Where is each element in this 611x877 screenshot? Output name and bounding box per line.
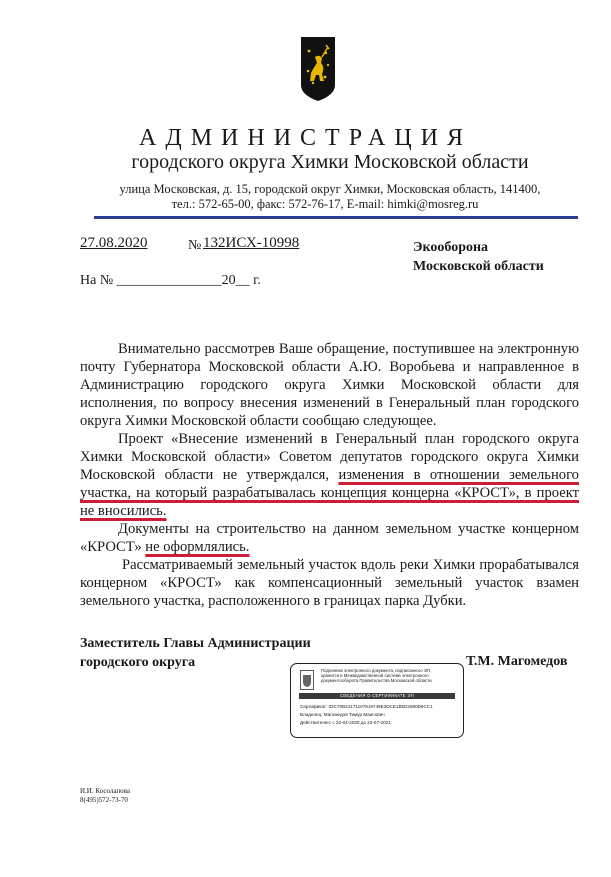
paragraph-3-text: Документы на строительство на данном земельном участке концерном «КРОСТ» — [80, 521, 579, 555]
letter-body — [80, 340, 579, 610]
stamp-certificate-bar: СВЕДЕНИЯ О СЕРТИФИКАТЕ ЭП — [299, 693, 455, 699]
number-sign: № — [188, 238, 202, 253]
body-paragraph-1: Внимательно рассмотрев Ваше обращение, поступившее на электронную почту Губернатора Московской области А.Ю. Воробьева и направленное в Администрацию городского округа Химки Московской области для исполнения, по вопросу внесения изменений в Генеральный план городского округа Химки Московской области сообщаю следующее. — [80, 341, 579, 429]
stamp-certificate: Сертификат: 02C70B24171107819749E3DCE1B5D2580D9CC1 — [300, 704, 433, 709]
organization-subtitle: городского округа Химки Московской области — [131, 151, 529, 173]
recipient-line-1: Экооборона — [413, 240, 489, 255]
recipient-line-2: Московской области — [413, 259, 544, 274]
coat-of-arms-emblem — [301, 37, 335, 101]
address-line-2: тел.: 572-65-00, факс: 572-76-17, E-mail: himki@mosreg.ru — [171, 197, 479, 211]
signatory-position — [80, 634, 311, 672]
stamp-emblem-icon — [300, 670, 314, 690]
letter-date: 27.08.2020 — [80, 235, 148, 251]
highlighted-statement: изменения в отношении земельного участка, на который разрабатывалась концепция концерна «КРОСТ», в проект не вносились. — [80, 467, 579, 519]
electronic-signature-stamp — [290, 663, 464, 738]
position-line-2: городского округа — [80, 655, 196, 670]
stamp-header — [321, 668, 459, 684]
registration-number: 132ИСХ-10998 — [203, 235, 300, 251]
highlighted-not-issued: не оформлялись. — [145, 539, 250, 555]
stamp-header-line-1: Подлинник электронного документа, подписанного ЭП, — [321, 668, 432, 673]
reference-number-line: На № _______________20__ г. — [80, 273, 261, 288]
executor-info — [80, 787, 130, 805]
body-paragraph-4: Рассматриваемый земельный участок вдоль реки Химки прорабатывался концерном «КРОСТ» как компенсационный земельный участок взамен земельного участка, расположенного в границах парка Дубки. — [80, 557, 579, 609]
executor-name: И.И. Косолапова — [80, 787, 130, 795]
executor-phone: 8(495)572-73-70 — [80, 796, 128, 804]
stamp-header-line-2: хранится в Межведомственной системе электронного — [321, 673, 429, 679]
recipient-block — [413, 238, 544, 276]
position-line-1: Заместитель Главы Администрации — [80, 636, 311, 651]
stamp-owner: Владелец: Магомедов Тимур Маисович — [300, 712, 385, 717]
header-divider — [94, 216, 578, 219]
signatory-name: Т.М. Магомедов — [466, 654, 568, 669]
organization-title: АДМИНИСТРАЦИЯ — [139, 125, 472, 151]
paragraph-2-text: Проект «Внесение изменений в Генеральный план городского округа Химки Московской области» Советом депутатов городского округа Химки Московской области не утверждался, — [80, 431, 579, 483]
body-paragraph-3 — [80, 520, 579, 556]
body-paragraph-2 — [80, 430, 579, 520]
stamp-header-line-3: документооборота Правительства Московской области — [321, 678, 432, 684]
address-line-1: улица Московская, д. 15, городской округ Химки, Московская область, 141400, — [119, 182, 541, 196]
stamp-validity: Действителен: с 22-04-2020 до 22-07-2021 — [300, 720, 391, 725]
